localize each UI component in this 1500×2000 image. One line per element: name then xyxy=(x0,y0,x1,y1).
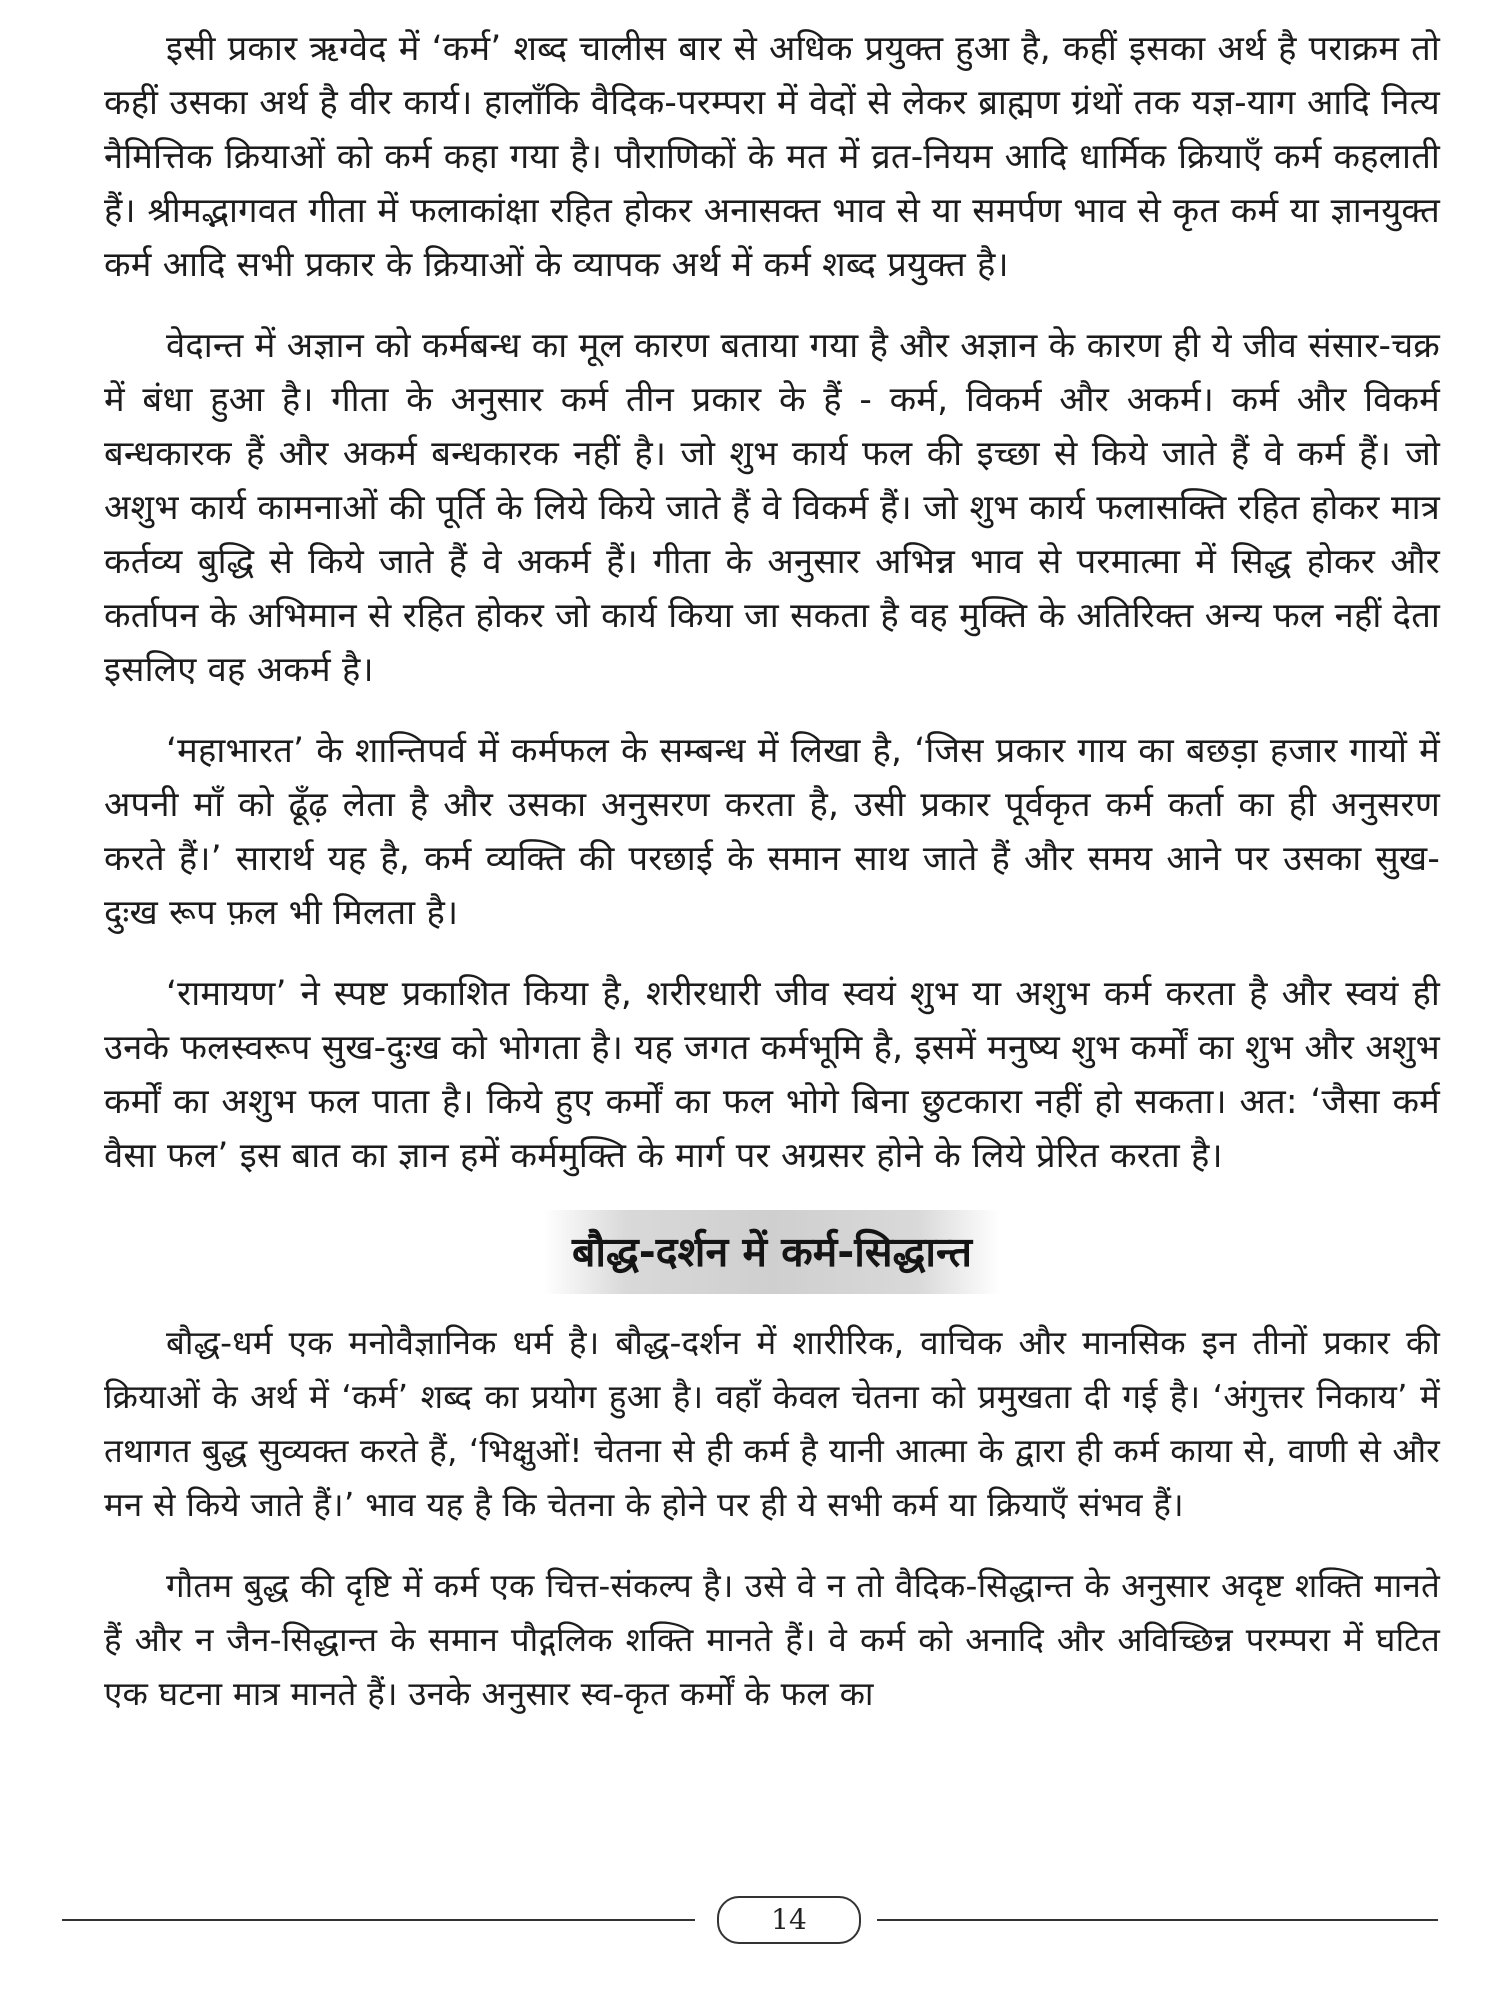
paragraph-ramayana: ‘रामायण’ ने स्पष्ट प्रकाशित किया है, शरीरधारी जीव स्वयं शुभ या अशुभ कर्म करता है और स्वयं ही उनके फलस्वरूप सुख-दुःख को भोगता है। यह जगत कर्मभूमि है, इसमें मनुष्य शुभ कर्मों का शुभ और अशुभ कर्मों का अशुभ फल पाता है। किये हुए कर्मों का फल भोगे बिना छुटकारा नहीं हो सकता। अत: ‘जैसा कर्म वैसा फल’ इस बात का ज्ञान हमें कर्ममुक्ति के मार्ग पर अग्रसर होने के लिये प्रेरित करता है। xyxy=(104,974,1440,1176)
section-heading-wrap xyxy=(104,1210,1440,1294)
footer-rule-right xyxy=(877,1919,1438,1921)
paragraph-vedanta-gita: वेदान्त में अज्ञान को कर्मबन्ध का मूल कारण बताया गया है और अज्ञान के कारण ही ये जीव संसार-चक्र में बंधा हुआ है। गीता के अनुसार कर्म तीन प्रकार के हैं - कर्म, विकर्म और अकर्म। कर्म और विकर्म बन्धकारक हैं और अकर्म बन्धकारक नहीं है। जो शुभ कार्य फल की इच्छा से किये जाते हैं वे कर्म हैं। जो अशुभ कार्य कामनाओं की पूर्ति के लिये किये जाते हैं वे विकर्म हैं। जो शुभ कार्य फलासक्ति रहित होकर मात्र कर्तव्य बुद्धि से किये जाते हैं वे अकर्म हैं। गीता के अनुसार अभिन्न भाव से परमात्मा में सिद्ध होकर और कर्तापन के अभिमान से रहित होकर जो कार्य किया जा सकता है वह मुक्ति के अतिरिक्त अन्य फल नहीं देता इसलिए वह अकर्म है। xyxy=(104,326,1440,690)
page-body xyxy=(104,22,1440,1748)
section-heading: बौद्ध-दर्शन में कर्म-सिद्धान्त xyxy=(544,1210,1000,1294)
footer-rule-left xyxy=(62,1919,695,1921)
paragraph-gautama-buddha: गौतम बुद्ध की दृष्टि में कर्म एक चित्त-संकल्प है। उसे वे न तो वैदिक-सिद्धान्त के अनुसार अदृष्ट शक्ति मानते हैं और न जैन-सिद्धान्त के समान पौद्गलिक शक्ति मानते हैं। वे कर्म को अनादि और अविच्छिन्न परम्परा में घटित एक घटना मात्र मानते हैं। उनके अनुसार स्व-कृत कर्मों के फल का xyxy=(104,1566,1440,1713)
page-footer xyxy=(62,1896,1438,1946)
paragraph-rigveda-karma: इसी प्रकार ऋग्वेद में ‘कर्म’ शब्द चालीस बार से अधिक प्रयुक्त हुआ है, कहीं इसका अर्थ है पराक्रम तो कहीं उसका अर्थ है वीर कार्य। हालाँकि वैदिक-परम्परा में वेदों से लेकर ब्राह्मण ग्रंथों तक यज्ञ-याग आदि नित्य नैमित्तिक क्रियाओं को कर्म कहा गया है। पौराणिकों के मत में व्रत-नियम आदि धार्मिक क्रियाएँ कर्म कहलाती हैं। श्रीमद्भागवत गीता में फलाकांक्षा रहित होकर अनासक्त भाव से या समर्पण भाव से कृत कर्म या ज्ञानयुक्त कर्म आदि सभी प्रकार के क्रियाओं के व्यापक अर्थ में कर्म शब्द प्रयुक्त है। xyxy=(104,29,1440,285)
page-number: 14 xyxy=(717,1896,861,1944)
paragraph-buddhism-karma: बौद्ध-धर्म एक मनोवैज्ञानिक धर्म है। बौद्ध-दर्शन में शारीरिक, वाचिक और मानसिक इन तीनों प्रकार की क्रियाओं के अर्थ में ‘कर्म’ शब्द का प्रयोग हुआ है। वहाँ केवल चेतना को प्रमुखता दी गई है। ‘अंगुत्तर निकाय’ में तथागत बुद्ध सुव्यक्त करते हैं, ‘भिक्षुओं! चेतना से ही कर्म है यानी आत्मा के द्वारा ही कर्म काया से, वाणी से और मन से किये जाते हैं।’ भाव यह है कि चेतना के होने पर ही ये सभी कर्म या क्रियाएँ संभव हैं। xyxy=(104,1323,1440,1524)
paragraph-mahabharata: ‘महाभारत’ के शान्तिपर्व में कर्मफल के सम्बन्ध में लिखा है, ‘जिस प्रकार गाय का बछड़ा हजार गायों में अपनी माँ को ढूँढ़ लेता है और उसका अनुसरण करता है, उसी प्रकार पूर्वकृत कर्म कर्ता का ही अनुसरण करते हैं।’ सारार्थ यह है, कर्म व्यक्ति की परछाई के समान साथ जाते हैं और समय आने पर उसका सुख-दुःख रूप फ़ल भी मिलता है। xyxy=(104,731,1440,933)
